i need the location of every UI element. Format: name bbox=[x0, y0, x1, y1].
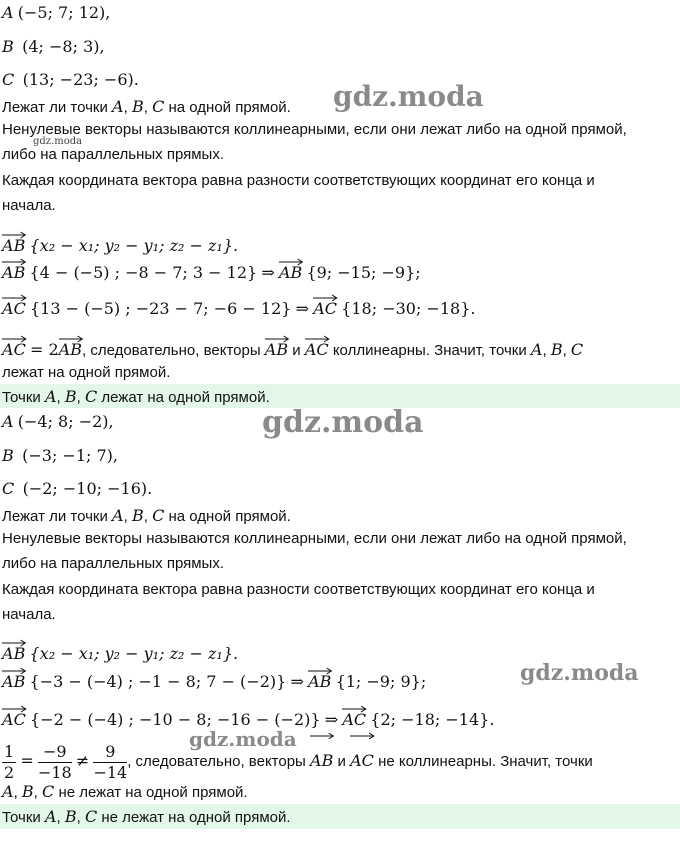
vec-letter: A bbox=[2, 340, 14, 359]
var-c: C bbox=[84, 387, 98, 406]
rule-line-1 bbox=[2, 580, 595, 600]
var-b: B bbox=[550, 340, 563, 359]
relation-line-2 bbox=[2, 363, 170, 383]
var-a: A bbox=[44, 387, 57, 406]
vec-letter: A bbox=[350, 751, 362, 770]
vector-ab bbox=[59, 337, 82, 360]
point-a-label: A bbox=[2, 412, 14, 431]
point-a-line bbox=[2, 412, 114, 433]
definition-text-1: Ненулевые векторы называются коллинеарными, если они лежат либо на одной прямой, bbox=[2, 530, 627, 547]
vector-ab bbox=[279, 260, 302, 283]
consequently-text: , следовательно, векторы bbox=[127, 753, 306, 770]
comma: , bbox=[13, 784, 22, 801]
var-b: B bbox=[64, 807, 77, 826]
ab-calc: {4 − (−5) ; −8 − 7; 3 − 12} bbox=[29, 263, 258, 282]
vector-ab bbox=[2, 669, 25, 692]
ac-result: {2; −18; −14}. bbox=[370, 710, 495, 729]
definition-line-1 bbox=[2, 529, 627, 549]
not-collinear-text: не коллинеарны. Значит, точки bbox=[378, 753, 593, 770]
consequently-text: , следовательно, векторы bbox=[81, 342, 261, 359]
relation-line bbox=[2, 337, 583, 361]
fraction-num: −9 bbox=[38, 742, 72, 763]
not-equal-sign: ≠ bbox=[75, 751, 90, 770]
vec-letter: C bbox=[361, 751, 374, 770]
fraction-den: −18 bbox=[37, 762, 72, 782]
vec-letter: B bbox=[290, 263, 303, 282]
ab-result: {1; −9; 9}; bbox=[335, 672, 427, 691]
comma: , bbox=[123, 99, 132, 116]
comma: , bbox=[76, 809, 85, 826]
vector-ac bbox=[2, 296, 26, 319]
fraction-3 bbox=[93, 742, 127, 783]
point-c-line bbox=[2, 479, 152, 500]
vector-ac bbox=[2, 707, 26, 730]
equals-sign: = bbox=[20, 751, 34, 770]
ratio-line bbox=[2, 734, 593, 786]
var-a: A bbox=[2, 782, 14, 801]
vector-ab bbox=[310, 734, 333, 785]
vector-ab bbox=[2, 641, 25, 664]
comma: , bbox=[542, 342, 551, 359]
vec-letter: A bbox=[2, 236, 14, 255]
rule-text-2: начала. bbox=[2, 197, 56, 214]
definition-text-1: Ненулевые векторы называются коллинеарными, если они лежат либо на одной прямой, bbox=[2, 121, 627, 138]
point-a-label: A bbox=[2, 3, 14, 22]
fraction-2 bbox=[38, 742, 72, 783]
definition-line-2 bbox=[2, 145, 224, 165]
vec-letter: A bbox=[308, 672, 320, 691]
vec-letter: B bbox=[13, 236, 26, 255]
ac-calc: {13 − (−5) ; −23 − 7; −6 − 12} bbox=[29, 299, 292, 318]
point-b-label: B bbox=[2, 446, 14, 465]
ratio-line-2 bbox=[2, 782, 248, 803]
vec-letter: A bbox=[2, 710, 14, 729]
vec-letter: C bbox=[353, 710, 367, 729]
vec-letter: C bbox=[316, 340, 329, 359]
vector-ab bbox=[265, 337, 288, 360]
ab-calc-line bbox=[2, 260, 421, 284]
implies-icon: ⇒ bbox=[290, 672, 304, 691]
answer-points-word: Точки bbox=[2, 809, 41, 826]
definition-line-1 bbox=[2, 120, 627, 140]
vec-letter: B bbox=[13, 672, 26, 691]
question-text: Лежат ли точки bbox=[2, 99, 108, 116]
question-line bbox=[2, 506, 291, 527]
var-c: C bbox=[570, 340, 584, 359]
var-a: A bbox=[44, 807, 57, 826]
var-b: B bbox=[131, 506, 144, 525]
comma: , bbox=[33, 784, 43, 801]
point-c-coords: (−2; −10; −16). bbox=[22, 479, 153, 498]
point-c-label: C bbox=[2, 479, 15, 498]
vec-letter: A bbox=[58, 340, 71, 359]
general-coords: {x₂ − x₁; y₂ − y₁; z₂ − z₁}. bbox=[29, 236, 239, 255]
var-c: C bbox=[42, 782, 55, 801]
rule-text-1: Каждая координата вектора равна разности соответствующих координат его конца и bbox=[2, 172, 595, 189]
point-a-line bbox=[2, 3, 110, 24]
watermark: gdz.moda bbox=[189, 727, 297, 751]
watermark: gdz.moda bbox=[520, 660, 639, 686]
point-b-line bbox=[2, 446, 118, 467]
ab-calc: {−3 − (−4) ; −1 − 8; 7 − (−2)} bbox=[29, 672, 287, 691]
definition-line-2 bbox=[2, 554, 224, 574]
vec-letter: A bbox=[342, 710, 354, 729]
vec-letter: B bbox=[13, 263, 26, 282]
not-lie-text: не лежат на одной прямой. bbox=[58, 784, 248, 801]
point-a-coords: (−5; 7; 12), bbox=[17, 3, 111, 22]
comma: , bbox=[143, 508, 153, 525]
ab-result: {9; −15; −9}; bbox=[306, 263, 421, 282]
vec-letter: B bbox=[321, 751, 334, 770]
rule-line-1 bbox=[2, 171, 595, 191]
comma: , bbox=[56, 809, 65, 826]
vec-letter: A bbox=[2, 672, 14, 691]
vec-letter: A bbox=[278, 263, 291, 282]
answer-1 bbox=[2, 387, 270, 408]
vec-letter: A bbox=[264, 340, 277, 359]
point-a-coords: (−4; 8; −2), bbox=[17, 412, 114, 431]
question-end: на одной прямой. bbox=[168, 99, 291, 116]
fraction-1 bbox=[2, 742, 16, 783]
vector-ac bbox=[313, 296, 337, 319]
var-b: B bbox=[64, 387, 77, 406]
vec-letter: A bbox=[2, 263, 14, 282]
vec-letter: A bbox=[2, 644, 14, 663]
var-b: B bbox=[131, 97, 144, 116]
implies-icon: ⇒ bbox=[324, 710, 339, 729]
answer-text: лежат на одной прямой. bbox=[101, 389, 270, 406]
lie-text: лежат на одной прямой. bbox=[2, 364, 171, 381]
question-text: Лежат ли точки bbox=[2, 508, 108, 525]
var-c: C bbox=[152, 97, 165, 116]
watermark: gdz.moda bbox=[262, 405, 424, 440]
point-c-label: C bbox=[2, 70, 15, 89]
general-coords: {x₂ − x₁; y₂ − y₁; z₂ − z₁}. bbox=[29, 644, 239, 663]
ac-calc: {−2 − (−4) ; −10 − 8; −16 − (−2)} bbox=[29, 710, 321, 729]
ac-result: {18; −30; −18}. bbox=[341, 299, 476, 318]
vec-letter: A bbox=[2, 299, 14, 318]
rule-line-2 bbox=[2, 196, 56, 216]
vec-letter: C bbox=[324, 299, 337, 318]
vector-ac bbox=[305, 337, 329, 360]
point-c-line bbox=[2, 70, 139, 91]
definition-text-2: либо на параллельных прямых. bbox=[2, 146, 225, 163]
var-c: C bbox=[152, 506, 165, 525]
var-b: B bbox=[21, 782, 34, 801]
fraction-num: 1 bbox=[4, 741, 15, 761]
comma: , bbox=[123, 508, 132, 525]
point-b-label: B bbox=[2, 37, 14, 56]
rule-line-2 bbox=[2, 605, 56, 625]
vec-letter: B bbox=[319, 672, 332, 691]
answer-text: не лежат на одной прямой. bbox=[101, 809, 291, 826]
var-c: C bbox=[84, 807, 98, 826]
answer-2 bbox=[2, 807, 291, 828]
vec-letter: B bbox=[70, 340, 82, 359]
fraction-num: 9 bbox=[93, 742, 127, 763]
ac-calc-line bbox=[2, 296, 475, 320]
implies-icon: ⇒ bbox=[295, 299, 310, 318]
vector-ab bbox=[308, 669, 331, 692]
fraction-den: −14 bbox=[93, 762, 128, 782]
vec-letter: C bbox=[13, 299, 26, 318]
point-c-coords: (13; −23; −6). bbox=[22, 70, 139, 89]
and-text: и bbox=[337, 753, 346, 770]
vec-letter: C bbox=[13, 340, 26, 359]
implies-icon: ⇒ bbox=[261, 263, 275, 282]
and-text: и bbox=[292, 342, 301, 359]
relation-coef: = 2 bbox=[29, 340, 59, 359]
comma: , bbox=[56, 389, 65, 406]
definition-text-2: либо на параллельных прямых. bbox=[2, 555, 225, 572]
vector-ab bbox=[2, 260, 25, 283]
general-formula bbox=[2, 641, 238, 665]
point-b-line bbox=[2, 37, 105, 58]
vec-letter: C bbox=[13, 710, 26, 729]
vector-ac bbox=[350, 734, 374, 785]
watermark-small: gdz.moda bbox=[33, 136, 83, 147]
watermark: gdz.moda bbox=[333, 80, 484, 113]
vector-ac bbox=[2, 337, 26, 360]
point-b-coords: (4; −8; 3), bbox=[22, 37, 105, 56]
var-a: A bbox=[112, 97, 124, 116]
rule-text-1: Каждая координата вектора равна разности соответствующих координат его конца и bbox=[2, 581, 595, 598]
vec-letter: B bbox=[13, 644, 26, 663]
vector-ac bbox=[342, 707, 366, 730]
answer-points-word: Точки bbox=[2, 389, 41, 406]
collinear-text: коллинеарны. Значит, точки bbox=[332, 342, 527, 359]
vector-ab bbox=[2, 233, 25, 256]
ab-calc-line bbox=[2, 669, 426, 693]
point-b-coords: (−3; −1; 7), bbox=[22, 446, 118, 465]
var-a: A bbox=[530, 340, 543, 359]
rule-text-2: начала. bbox=[2, 606, 56, 623]
var-a: A bbox=[112, 506, 124, 525]
question-end: на одной прямой. bbox=[168, 508, 291, 525]
question-line bbox=[2, 97, 291, 118]
vec-letter: A bbox=[304, 340, 317, 359]
comma: , bbox=[562, 342, 571, 359]
fraction-den: 2 bbox=[4, 762, 15, 782]
vec-letter: A bbox=[313, 299, 325, 318]
vec-letter: B bbox=[276, 340, 289, 359]
general-formula bbox=[2, 233, 238, 257]
comma: , bbox=[143, 99, 153, 116]
vec-letter: A bbox=[310, 751, 322, 770]
comma: , bbox=[76, 389, 85, 406]
